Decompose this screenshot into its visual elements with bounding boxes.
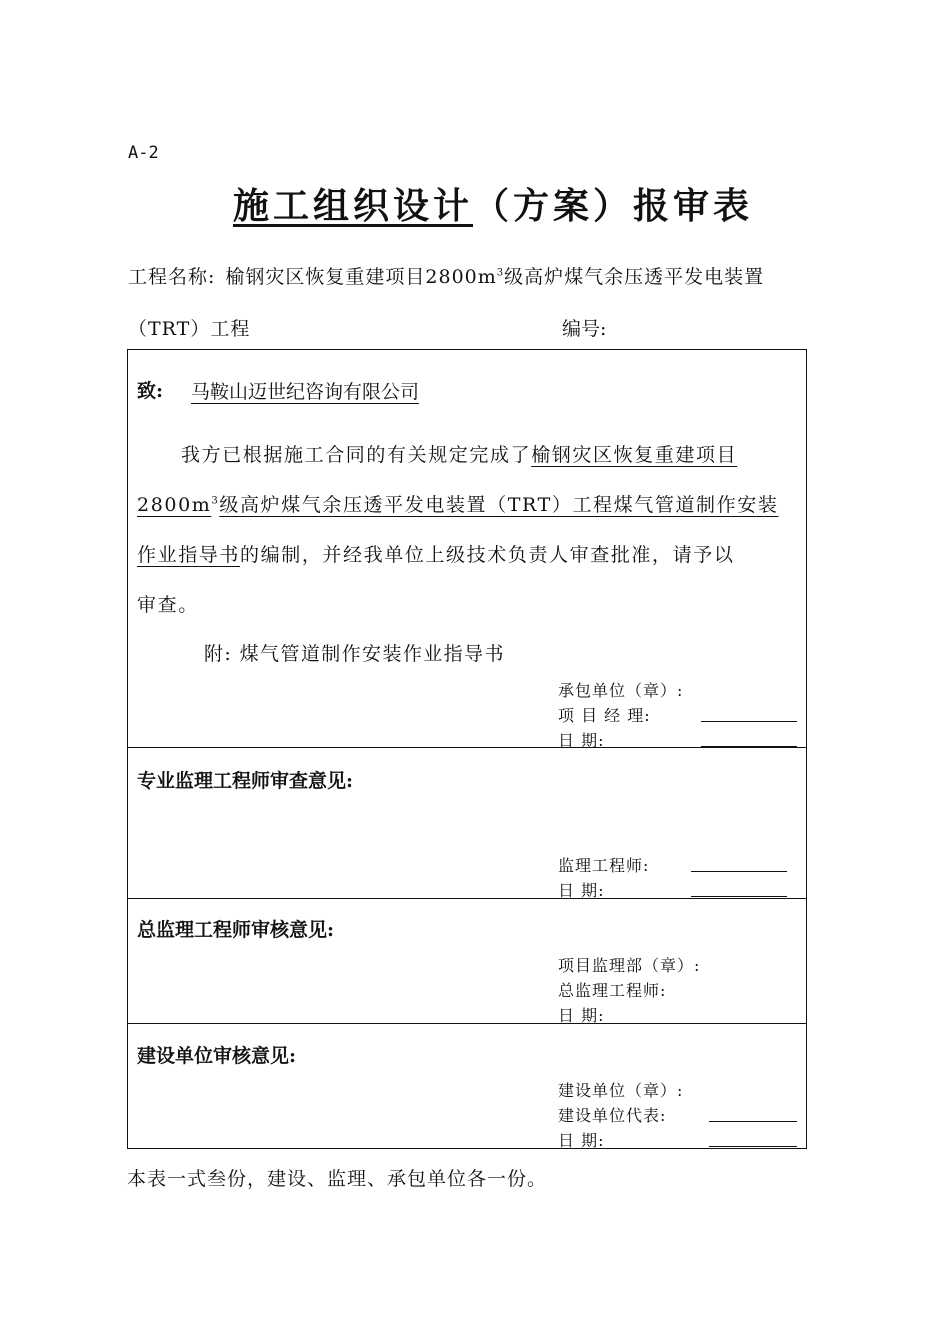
body-3-underlined: 作业指导书	[137, 544, 241, 566]
body-1-plain: 我方已根据施工合同的有关规定完成了	[181, 444, 532, 466]
project-name-line	[128, 262, 764, 289]
body-line-3	[137, 540, 734, 567]
project-name-part2: 级高炉煤气余压透平发电装置	[504, 266, 765, 288]
body-2-underlined-a: 2800m	[137, 494, 212, 516]
body-2-sup: 3	[211, 495, 220, 507]
contractor-unit-label: 承包单位（章）:	[558, 681, 684, 700]
owner-date-line[interactable]	[709, 1146, 797, 1147]
supervising-engineer-signature-line[interactable]	[691, 871, 787, 872]
specialist-opinion-heading: 专业监理工程师审查意见:	[137, 770, 354, 792]
body-2-underlined-b: 级高炉煤气余压透平发电装置（TRT）工程煤气管道制作安装	[219, 494, 779, 516]
body-1-underlined: 榆钢灾区恢复重建项目	[531, 444, 738, 466]
divider-specialist	[127, 747, 807, 748]
supervising-engineer-label: 监理工程师:	[558, 856, 650, 875]
contractor-date-label: 日 期:	[558, 731, 605, 750]
owner-opinion-heading: 建设单位审核意见:	[137, 1045, 297, 1067]
divider-owner	[127, 1023, 807, 1024]
body-line-2	[137, 490, 778, 517]
title-underlined-part: 施工组织设计	[232, 185, 473, 227]
serial-number-label: 编号:	[562, 318, 607, 340]
project-name-line2: （TRT）工程	[128, 318, 251, 340]
project-manager-signature-line[interactable]	[701, 721, 797, 722]
owner-date-label: 日 期:	[558, 1131, 605, 1150]
body-line-1	[181, 440, 737, 467]
chief-date-label: 日 期:	[558, 1006, 605, 1025]
project-name-part1: 榆钢灾区恢复重建项目2800m	[225, 266, 497, 288]
to-label: 致:	[137, 380, 164, 402]
document-title	[0, 178, 950, 229]
contractor-date-line[interactable]	[701, 746, 797, 747]
supervision-dept-label: 项目监理部（章）:	[558, 956, 701, 975]
specialist-date-line[interactable]	[691, 896, 787, 897]
chief-engineer-label: 总监理工程师:	[558, 981, 667, 1000]
attachment-line: 附: 煤气管道制作安装作业指导书	[204, 643, 505, 665]
project-name-label: 工程名称:	[128, 266, 216, 288]
title-rest: （方案）报审表	[473, 185, 754, 227]
form-table	[127, 349, 807, 1149]
owner-representative-signature-line[interactable]	[709, 1121, 797, 1122]
body-line-4: 审查。	[137, 594, 199, 616]
project-manager-label: 项 目 经 理:	[558, 706, 651, 725]
owner-unit-label: 建设单位（章）:	[558, 1081, 684, 1100]
divider-chief	[127, 898, 807, 899]
to-company: 马鞍山迈世纪咨询有限公司	[191, 381, 420, 403]
form-code: A-2	[128, 143, 159, 163]
footer-note: 本表一式叁份，建设、监理、承包单位各一份。	[127, 1168, 548, 1190]
body-3-plain: 的编制，并经我单位上级技术负责人审查批准，请予以	[240, 544, 735, 566]
chief-opinion-heading: 总监理工程师审核意见:	[137, 919, 335, 941]
owner-representative-label: 建设单位代表:	[558, 1106, 667, 1125]
project-name-sup: 3	[496, 267, 505, 279]
specialist-date-label: 日 期:	[558, 881, 605, 900]
